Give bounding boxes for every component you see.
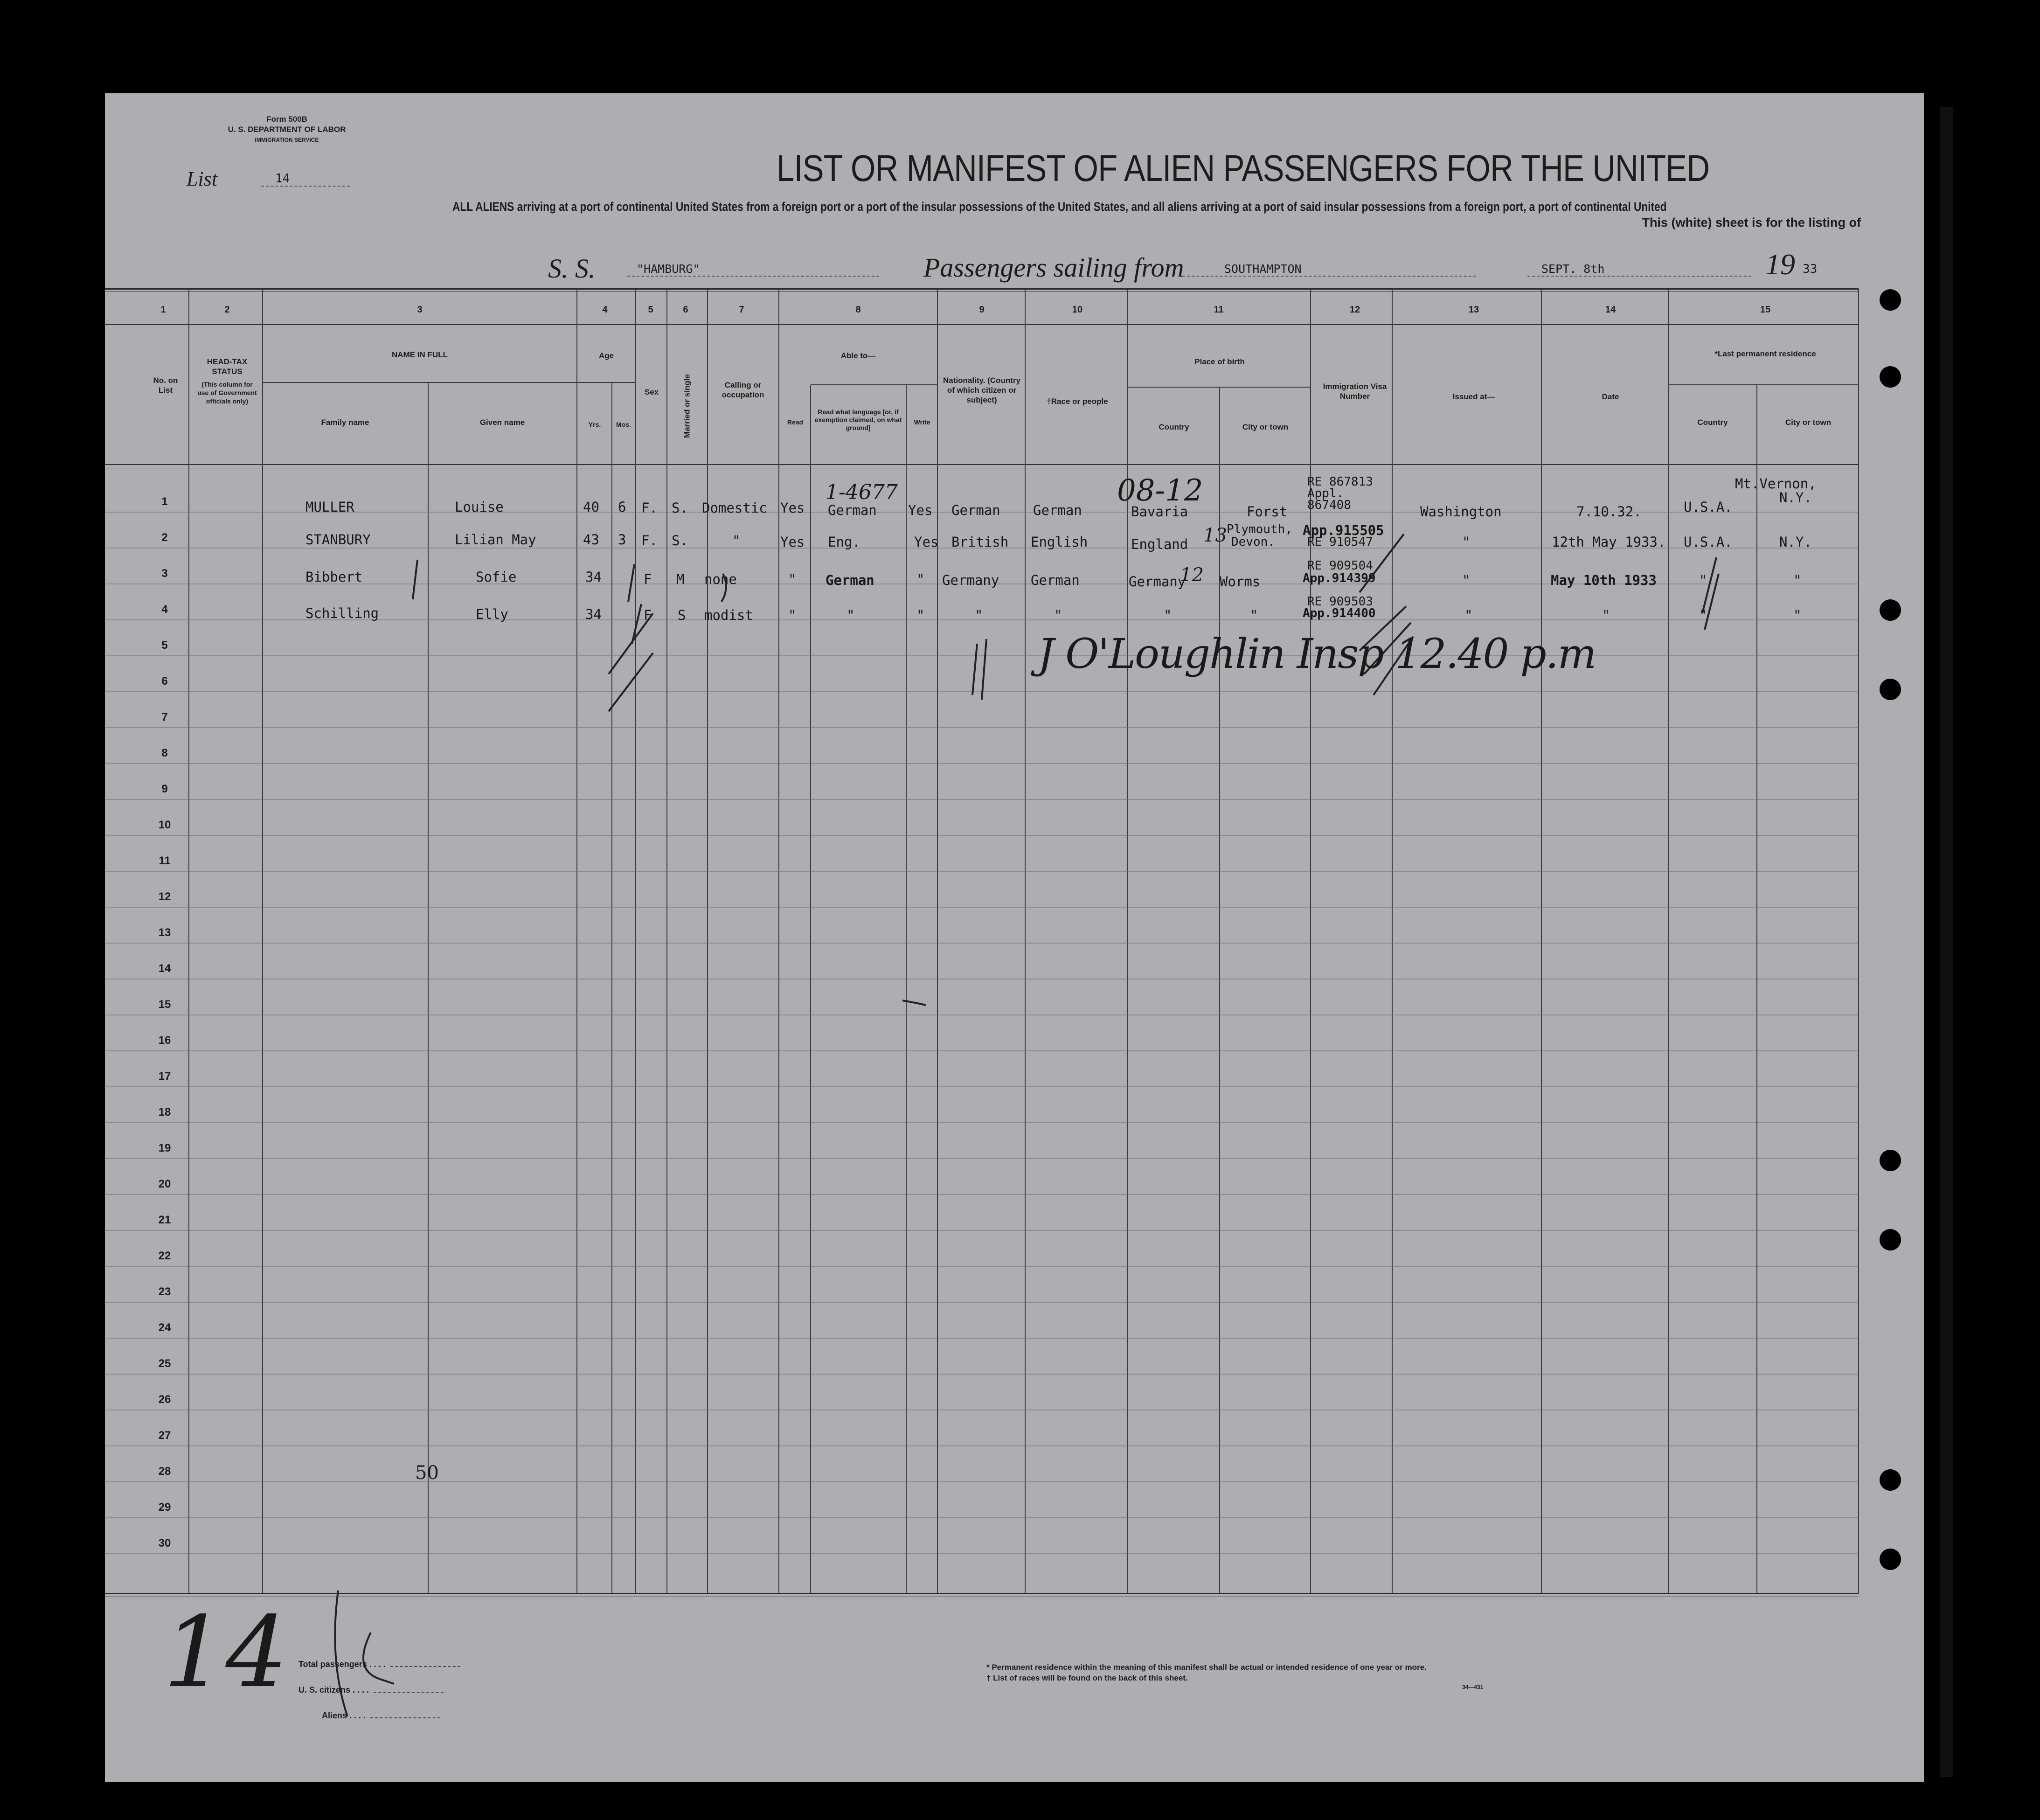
row-number-16: 16 — [158, 1034, 171, 1047]
cell-read: " — [788, 571, 797, 587]
punch-hole — [1880, 1469, 1901, 1491]
cell-issued-at: " — [1464, 607, 1473, 623]
binding-edge — [1940, 107, 1953, 1777]
col-num-12: 12 — [1349, 305, 1360, 315]
cell-birth-city: Worms — [1220, 574, 1261, 590]
header-age-mos: Mos. — [616, 421, 631, 428]
header-no-on-list: No. on List — [153, 376, 178, 395]
row-number-18: 18 — [158, 1106, 171, 1118]
col-num-11: 11 — [1214, 305, 1224, 315]
cell-language: Eng. — [828, 534, 860, 550]
cell-language: German — [826, 572, 874, 588]
header-age-yrs: Yrs. — [588, 421, 601, 428]
cell-date: 12th May 1933. — [1552, 534, 1666, 550]
cell-marital: S. — [672, 500, 688, 516]
dot-leader: . . . . — [349, 1711, 366, 1720]
cell-family-name: STANBURY — [305, 532, 371, 548]
handwritten-mark-13: 13 — [1203, 525, 1227, 546]
header-age: Age — [598, 351, 614, 360]
col-num-14: 14 — [1605, 305, 1616, 315]
row-number-2: 2 — [161, 531, 168, 544]
cell-age-mos: 6 — [618, 499, 626, 515]
form-code: 34—431 — [1462, 1684, 1484, 1690]
header-issued-at: Issued at— — [1452, 392, 1495, 401]
dot-leader: . . . . — [369, 1660, 386, 1669]
header-calling: Calling or occupation — [722, 381, 764, 399]
punch-hole — [1880, 599, 1901, 621]
col-num-13: 13 — [1468, 305, 1479, 315]
header-visa-number: Immigration Visa Number — [1323, 382, 1387, 401]
header-sex: Sex — [644, 388, 659, 396]
cell-language: " — [847, 607, 855, 623]
service-name: IMMIGRATION SERVICE — [255, 137, 319, 143]
cell-read: " — [788, 607, 797, 623]
cell-visa-appl-number: 867408 — [1307, 498, 1351, 512]
cell-age-yrs: 34 — [585, 569, 602, 585]
list-label: List — [187, 167, 218, 190]
cell-birth-city: Plymouth, — [1227, 522, 1292, 536]
cell-date: 7.10.32. — [1576, 504, 1642, 520]
handwritten-code: 08-12 — [1117, 473, 1203, 508]
cell-occupation: " — [732, 533, 741, 549]
header-race: †Race or people — [1047, 397, 1108, 406]
cell-write: Yes — [914, 534, 939, 550]
list-number: 14 — [261, 172, 350, 187]
ss-label: S. S. — [548, 253, 596, 284]
cell-issued-at: Washington — [1420, 504, 1502, 520]
header-birth-city: City or town — [1242, 423, 1289, 431]
cell-nationality: Germany — [942, 572, 999, 588]
sailing-date: SEPT. 8th — [1527, 262, 1751, 277]
cell-race: " — [1054, 607, 1062, 623]
header-given-name: Given name — [479, 418, 525, 427]
punch-hole — [1880, 1150, 1901, 1171]
punch-hole — [1880, 289, 1901, 311]
row-number-20: 20 — [158, 1178, 171, 1190]
handwritten-50: 50 — [415, 1462, 439, 1484]
handwritten-mark-12: 12 — [1180, 564, 1204, 586]
cell-given-name: Louise — [455, 499, 504, 515]
row-number-21: 21 — [158, 1214, 171, 1226]
col-num-1: 1 — [160, 305, 166, 315]
col-num-6: 6 — [683, 305, 688, 315]
header-res-city: City or town — [1785, 418, 1832, 427]
cell-occupation: modist — [704, 607, 753, 623]
cell-given-name: Sofie — [476, 569, 517, 585]
cell-marital: M — [676, 571, 685, 587]
department-name: U. S. DEPARTMENT OF LABOR — [228, 125, 346, 134]
cell-visa-re: RE 909504 — [1307, 559, 1373, 573]
cell-res-country: U.S.A. — [1684, 499, 1733, 515]
handwritten-list-number: 14 — [163, 1595, 288, 1709]
punch-hole — [1880, 1549, 1901, 1570]
cell-sex: F. — [641, 533, 658, 549]
header-last-residence: *Last permanent residence — [1714, 349, 1816, 358]
row-number-5: 5 — [161, 639, 168, 652]
cell-write: Yes — [908, 502, 933, 518]
sailing-label: Passengers sailing from — [923, 252, 1184, 283]
row-number-12: 12 — [158, 890, 171, 903]
col-num-2: 2 — [224, 305, 230, 315]
cell-res-city: " — [1793, 572, 1802, 588]
row-number-6: 6 — [161, 675, 168, 688]
row-number-19: 19 — [158, 1142, 171, 1154]
cell-age-yrs: 43 — [583, 532, 599, 548]
cell-family-name: Bibbert — [305, 569, 363, 585]
col-num-9: 9 — [979, 305, 985, 315]
row-number-14: 14 — [158, 962, 171, 975]
header-able-to: Able to— — [840, 351, 876, 360]
cell-race: English — [1031, 534, 1088, 550]
cell-nationality: British — [951, 534, 1009, 550]
cell-sex: F. — [641, 500, 658, 516]
col-num-7: 7 — [739, 305, 744, 315]
cell-res-country: U.S.A. — [1684, 534, 1733, 550]
cell-visa-re: RE 909503 — [1307, 595, 1373, 609]
us-citizens-blank — [374, 1692, 444, 1693]
cell-visa-number: RE 867813 — [1307, 475, 1373, 489]
subtitle-line-2: This (white) sheet is for the listing of — [1642, 215, 1861, 229]
cell-birth-county: Devon. — [1231, 535, 1275, 549]
row-number-10: 10 — [158, 819, 171, 831]
departure-port: SOUTHAMPTON — [1178, 262, 1476, 277]
row-number-23: 23 — [158, 1285, 171, 1298]
cell-race: German — [1031, 572, 1080, 588]
year-suffix: 33 — [1803, 262, 1818, 276]
row-number-28: 28 — [158, 1465, 171, 1478]
cell-issued-at: " — [1462, 534, 1471, 550]
row-number-27: 27 — [158, 1429, 171, 1442]
dot-leader: . . . . — [353, 1685, 369, 1695]
header-married-single: Married or single — [682, 374, 692, 438]
us-citizens-text: U. S. citizens — [298, 1685, 351, 1695]
row-number-29: 29 — [158, 1501, 171, 1514]
row-number-3: 3 — [161, 567, 168, 580]
aliens-label — [322, 1711, 440, 1721]
header-read: Read — [787, 418, 804, 426]
cell-res-country: " — [1699, 607, 1707, 623]
us-citizens-label — [298, 1685, 444, 1695]
row-number-17: 17 — [158, 1070, 171, 1083]
cell-nationality: German — [951, 502, 1000, 518]
cell-res-city: Mt.Vernon, — [1735, 476, 1817, 492]
cell-age-yrs: 40 — [583, 499, 599, 515]
col-num-15: 15 — [1760, 305, 1771, 315]
cell-res-city: N.Y. — [1779, 534, 1812, 550]
header-name-in-full: NAME IN FULL — [392, 350, 448, 359]
cell-family-name: Schilling — [305, 605, 379, 621]
cell-visa-appl: Appl. — [1307, 486, 1344, 500]
cell-marital: S — [678, 607, 686, 623]
row-number-13: 13 — [158, 926, 171, 939]
cell-read: Yes — [780, 534, 805, 550]
header-date: Date — [1602, 392, 1619, 401]
cell-birth-country: " — [1164, 607, 1172, 623]
inspector-signature: J O'Loughlin Insp 12.40 p.m — [1038, 630, 1596, 678]
cell-visa-number: App.915505 — [1303, 522, 1384, 538]
cell-res-city: " — [1793, 607, 1802, 623]
cell-age-mos: 3 — [618, 532, 626, 548]
total-passengers-blank — [390, 1666, 460, 1667]
cell-issued-at: " — [1462, 572, 1471, 588]
cell-occupation: none — [704, 571, 737, 587]
total-passengers-label — [298, 1660, 460, 1669]
cell-sex: F — [644, 607, 652, 623]
cell-race: German — [1033, 502, 1082, 518]
row-number-9: 9 — [161, 783, 168, 795]
footnote-permanent-residence: * Permanent residence within the meaning of this manifest shall be actual or intended residence of one year or more. — [986, 1663, 1427, 1672]
cell-birth-country: England — [1131, 536, 1188, 552]
header-read-language: Read what language [or, if exemption claimed, on what ground] — [814, 408, 902, 431]
row-number-30: 30 — [158, 1537, 171, 1549]
cell-write: " — [916, 607, 925, 623]
row-number-26: 26 — [158, 1393, 171, 1406]
table-grid — [105, 93, 1924, 1782]
cell-birth-city: " — [1250, 607, 1258, 623]
header-place-of-birth: Place of birth — [1194, 357, 1245, 366]
row-number-8: 8 — [161, 747, 168, 759]
header-res-country: Country — [1697, 418, 1728, 427]
page-title: LIST OR MANIFEST OF ALIEN PASSENGERS FOR THE UNITED — [777, 147, 1710, 189]
col-num-4: 4 — [602, 305, 608, 315]
col-num-5: 5 — [648, 305, 653, 315]
row-number-7: 7 — [161, 711, 168, 723]
punch-hole — [1880, 679, 1901, 700]
ship-name: "HAMBURG" — [627, 262, 879, 277]
row-number-1: 1 — [161, 495, 168, 508]
cell-read: Yes — [780, 500, 805, 516]
row-number-24: 24 — [158, 1321, 171, 1334]
header-head-tax: HEAD-TAX STATUS — [207, 357, 248, 376]
handwritten-number: 1-4677 — [826, 480, 898, 504]
cell-date: " — [1602, 607, 1610, 623]
cell-visa-re: RE 910547 — [1307, 535, 1373, 549]
cell-language: German — [828, 502, 877, 518]
cell-nationality: " — [975, 607, 983, 623]
cell-occupation: Domestic — [702, 500, 767, 516]
subtitle-line-1: ALL ALIENS arriving at a port of continental United States from a foreign port or a port of the insular possessions of the United States, and all aliens arriving at a port of said insular possessions from a foreign port, a port of continental United — [452, 200, 1667, 214]
cell-age-yrs: 34 — [585, 606, 602, 622]
header-nationality: Nationality. (Country of which citizen or subject) — [943, 376, 1020, 404]
cell-birth-country: Bavaria — [1131, 504, 1188, 520]
row-number-25: 25 — [158, 1357, 171, 1370]
header-write: Write — [914, 418, 930, 426]
col-num-3: 3 — [417, 305, 423, 315]
row-number-15: 15 — [158, 998, 171, 1011]
total-passengers-text: Total passengers — [298, 1660, 367, 1669]
header-head-tax-note: (This column for use of Government officials only) — [197, 381, 257, 405]
col-num-10: 10 — [1072, 305, 1083, 315]
cell-given-name: Lilian May — [455, 532, 536, 548]
punch-hole — [1880, 1229, 1901, 1250]
cell-res-state: N.Y. — [1779, 490, 1812, 506]
cell-date: May 10th 1933 — [1551, 572, 1657, 588]
cell-visa-number: App.914399 — [1303, 571, 1376, 585]
cell-write: " — [916, 571, 925, 587]
year-prefix: 19 — [1765, 248, 1795, 281]
row-number-11: 11 — [159, 854, 171, 867]
cell-visa-number: App.914400 — [1303, 606, 1376, 620]
aliens-blank — [370, 1717, 440, 1718]
header-family-name: Family name — [321, 418, 369, 427]
row-number-4: 4 — [161, 603, 168, 616]
aliens-text: Aliens — [322, 1711, 347, 1720]
cell-given-name: Elly — [476, 606, 508, 622]
col-num-8: 8 — [855, 305, 861, 315]
cell-res-country: " — [1699, 572, 1707, 588]
cell-sex: F — [644, 571, 652, 587]
cell-family-name: MULLER — [305, 499, 354, 515]
punch-hole — [1880, 366, 1901, 388]
cell-marital: S. — [672, 533, 688, 549]
cell-birth-city: Forst — [1247, 504, 1288, 520]
form-number: Form 500B — [266, 115, 307, 124]
header-birth-country: Country — [1159, 423, 1189, 431]
cell-birth-country: Germany — [1129, 574, 1186, 590]
manifest-sheet — [105, 93, 1924, 1782]
footnote-races: † List of races will be found on the back of this sheet. — [986, 1674, 1188, 1682]
row-number-22: 22 — [158, 1250, 171, 1262]
